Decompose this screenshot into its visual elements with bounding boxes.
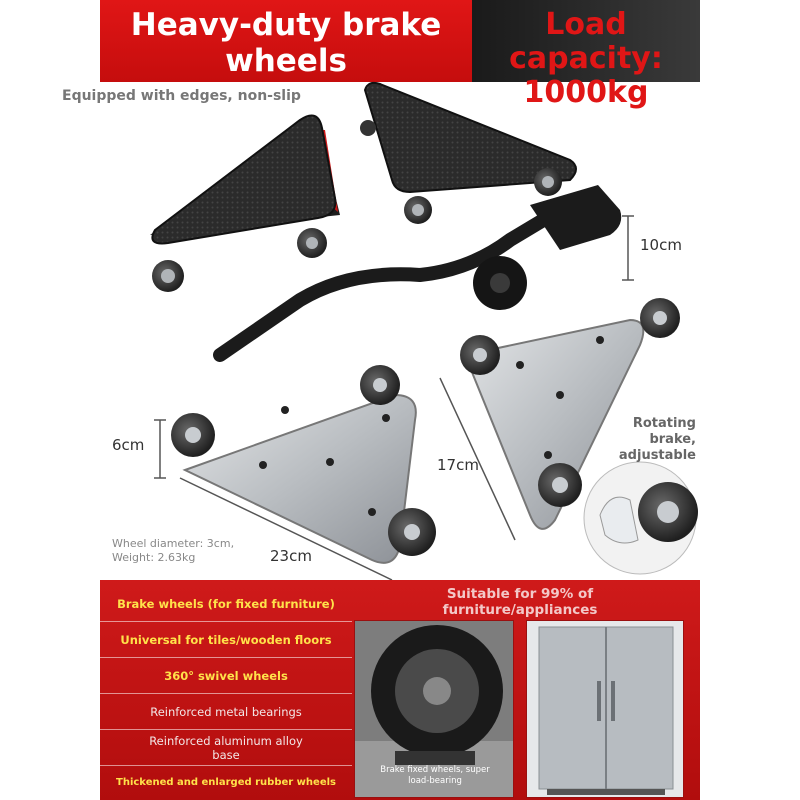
rotating-line-1: Rotating [632, 416, 696, 431]
suitable-line-2: furniture/appliances [442, 602, 598, 618]
suitable-heading [340, 586, 700, 618]
spec-note [112, 537, 234, 565]
dolly-top-left [150, 115, 340, 292]
car-caption-line-1: Brake fixed wheels, super [380, 765, 490, 775]
car-wheel-photo [354, 620, 514, 798]
weight: Weight: 2.63kg [112, 551, 196, 564]
capacity-value: 1000kg [523, 75, 649, 110]
feature-rubber-wheels: Thickened and enlarged rubber wheels [116, 777, 336, 788]
rotating-line-3: adjustable [618, 448, 696, 463]
feature-universal-floors: Universal for tiles/wooden floors [100, 622, 352, 658]
title-line-2: wheels [225, 43, 347, 79]
feature-swivel-wheels: 360° swivel wheels [100, 658, 352, 694]
fridge-photo [526, 620, 684, 798]
wheel-diameter: Wheel diameter: 3cm, [112, 537, 235, 550]
dim-side-length: 17cm [437, 456, 479, 474]
dim-lever-height: 10cm [640, 236, 682, 254]
features-panel [100, 580, 700, 800]
rotating-brake-note [612, 416, 696, 464]
feature-aluminum-base: Reinforced aluminum alloy base [100, 730, 352, 766]
edges-note: Equipped with edges, non-slip [62, 88, 301, 104]
fridge-illustration [527, 621, 684, 798]
capacity-label: Load capacity: [509, 7, 663, 76]
dim-wheel-height: 6cm [112, 436, 145, 454]
suitable-line-1: Suitable for 99% of [446, 586, 594, 602]
car-caption [355, 765, 514, 787]
rotating-line-2: brake, [649, 432, 696, 447]
brake-detail-inset [584, 462, 698, 574]
car-caption-line-2: load-bearing [408, 776, 462, 786]
feature-brake-wheels: Brake wheels (for fixed furniture) [100, 586, 352, 622]
dolly-bottom-left [171, 365, 436, 563]
feature-metal-bearings: Reinforced metal bearings [100, 694, 352, 730]
dim-base-length: 23cm [270, 547, 312, 565]
title-line-1: Heavy-duty brake [130, 7, 442, 43]
